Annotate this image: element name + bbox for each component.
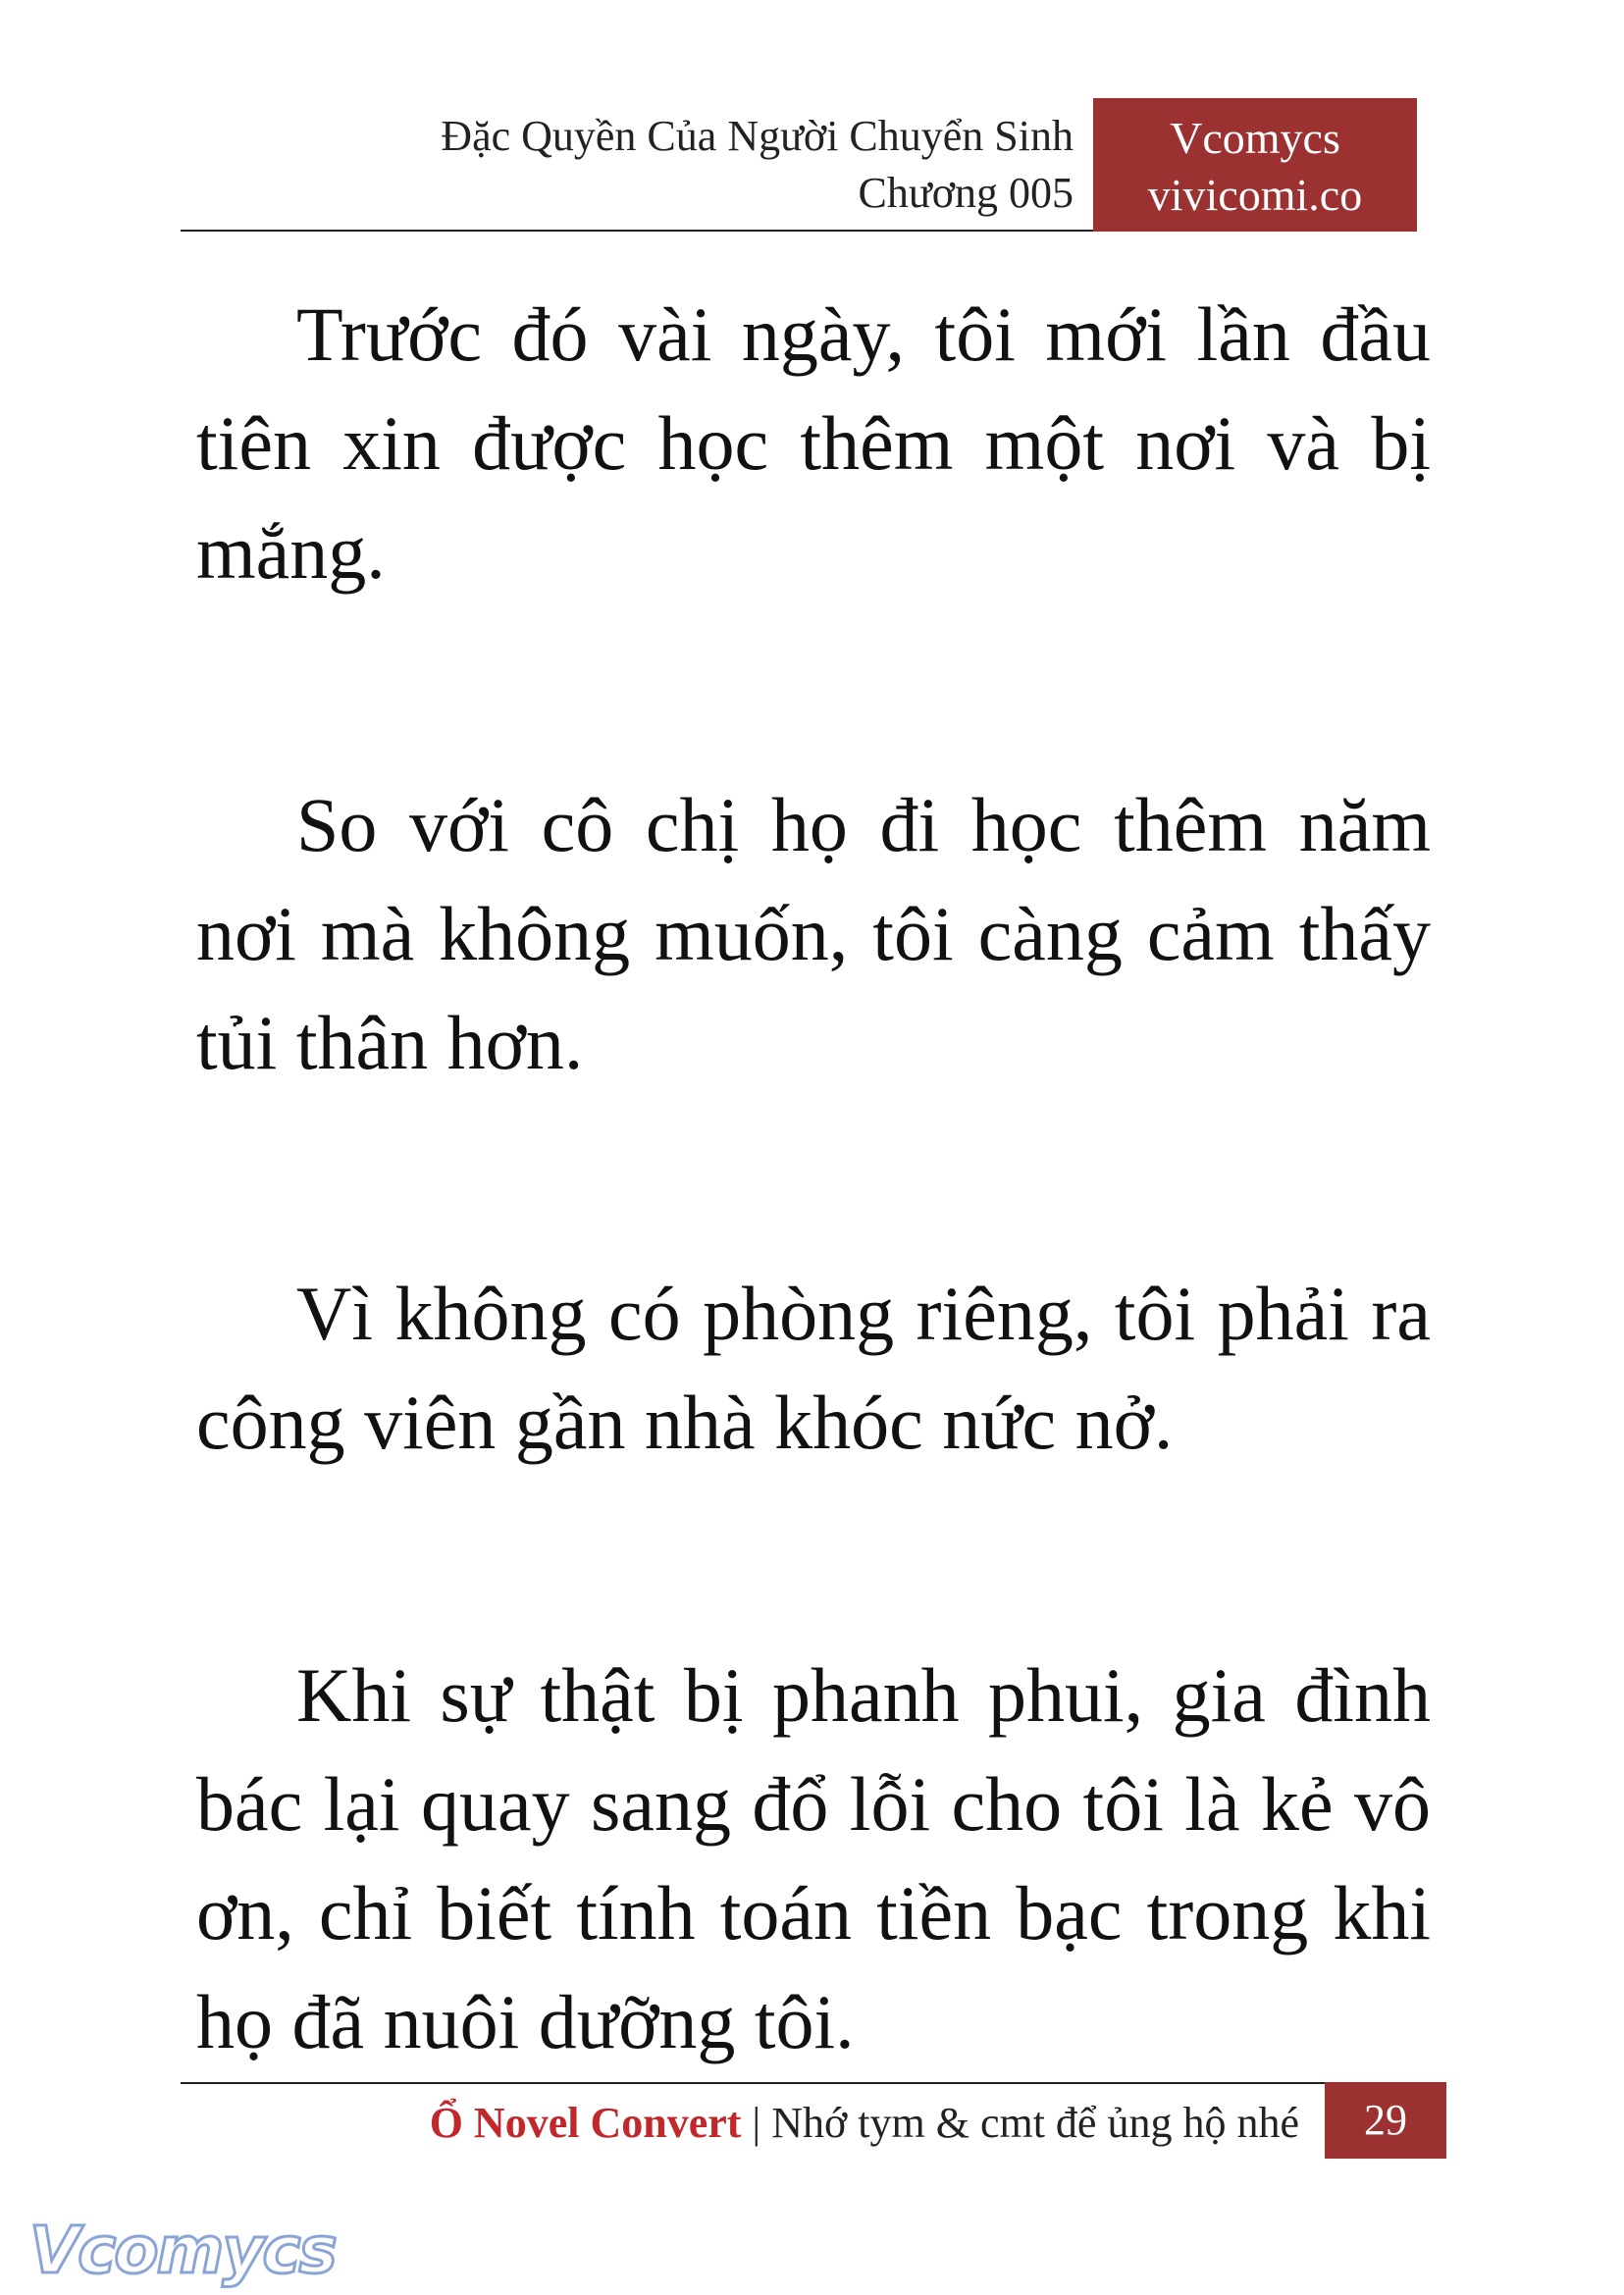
paragraph-3 (196, 1259, 1431, 1477)
header-text (441, 108, 1074, 222)
header-divider (181, 230, 1093, 232)
paragraph-1 (196, 280, 1431, 606)
footer-text (430, 2096, 1299, 2151)
paragraph-text: Khi sự thật bị phanh phui, gia đình bác lại quay sang đổ lỗi cho tôi là kẻ vô ơn, chỉ biết tính toán tiền bạc trong khi họ đã nuôi dưỡng tôi. (196, 1652, 1431, 2064)
watermark-logo: Vcomycs (29, 2213, 336, 2288)
site-badge (1093, 98, 1417, 232)
page-header (181, 98, 1417, 232)
chapter-label: Chương 005 (858, 169, 1074, 217)
page-footer (181, 2082, 1446, 2159)
site-url: vivicomi.co (1147, 170, 1363, 220)
paragraph-4 (196, 1641, 1431, 2076)
paragraph-text: Trước đó vài ngày, tôi mới lần đầu tiên xin được học thêm một nơi và bị mắng. (196, 291, 1431, 595)
footer-brand: Ổ Novel Convert (429, 2099, 742, 2147)
page-number: 29 (1325, 2082, 1446, 2159)
footer-message: Nhớ tym & cmt để ủng hộ nhé (771, 2099, 1299, 2147)
paragraph-2 (196, 770, 1431, 1097)
paragraph-text: Vì không có phòng riêng, tôi phải ra công viên gần nhà khóc nức nở. (196, 1271, 1431, 1465)
site-name: Vcomycs (1170, 113, 1340, 163)
footer-separator: | (752, 2099, 761, 2147)
paragraph-text: So với cô chị họ đi học thêm năm nơi mà không muốn, tôi càng cảm thấy tủi thân hơn. (196, 782, 1431, 1085)
book-title: Đặc Quyền Của Người Chuyển Sinh (441, 112, 1074, 160)
